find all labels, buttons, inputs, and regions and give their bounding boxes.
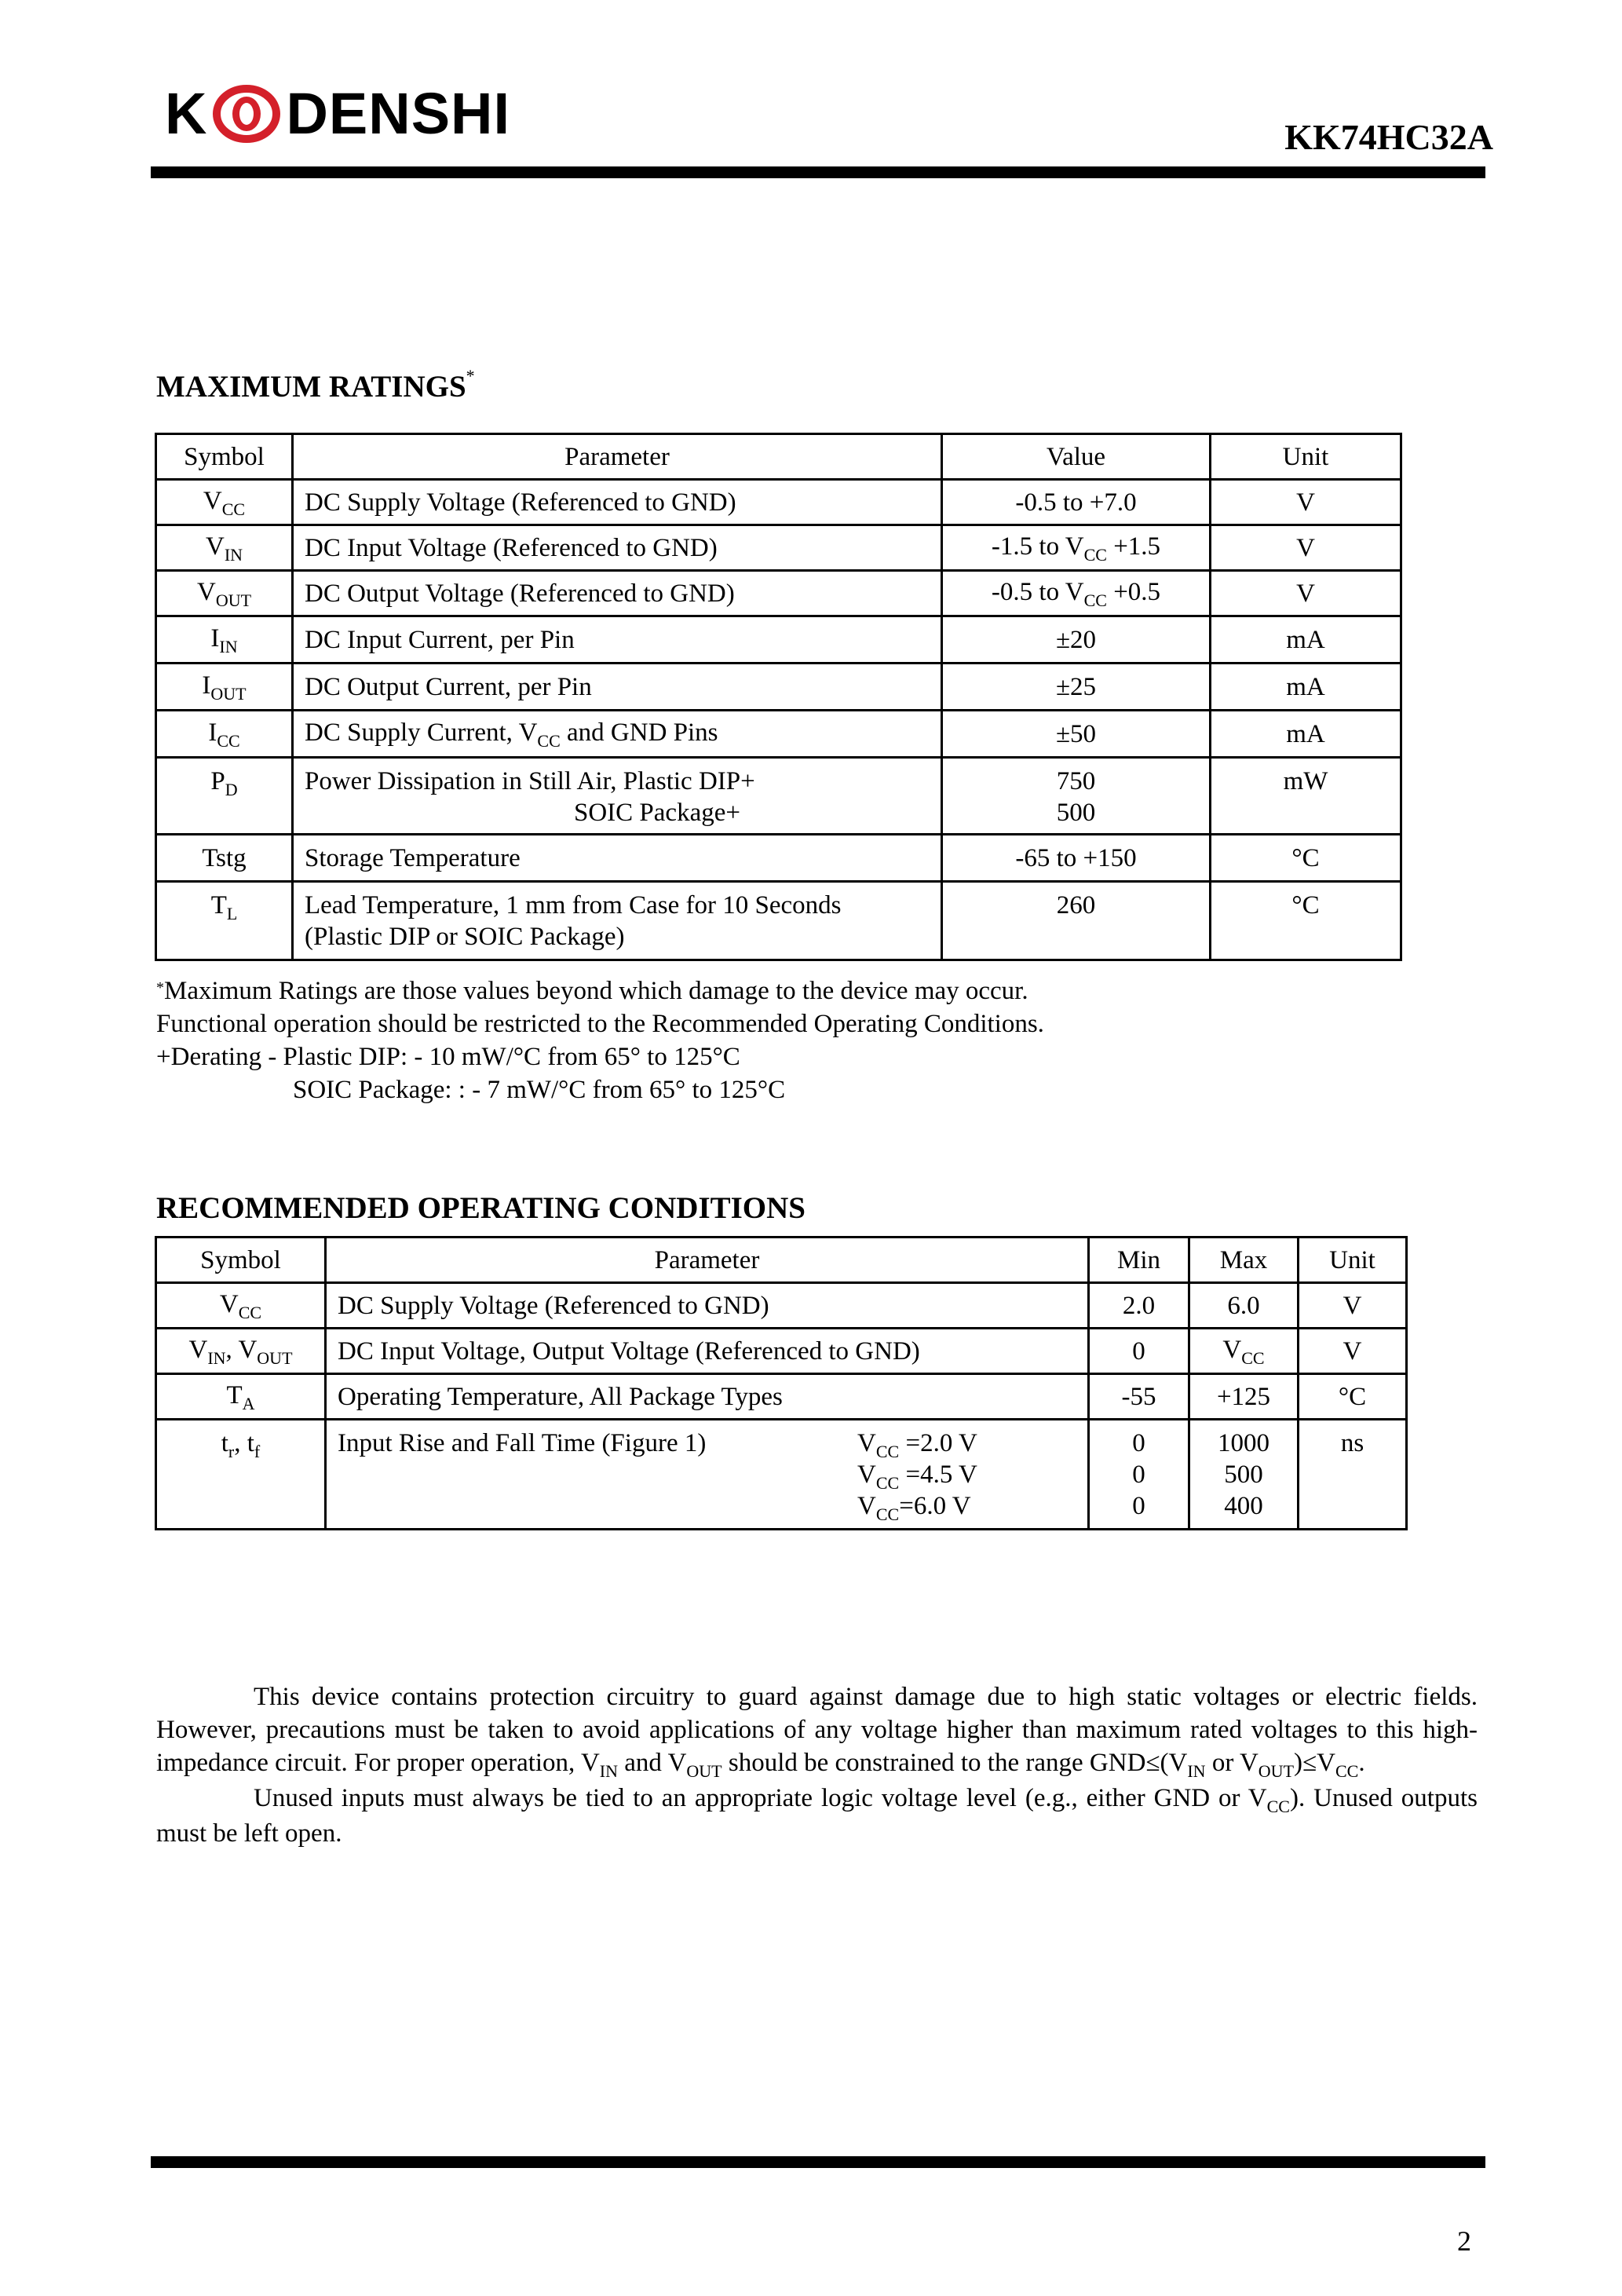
value-cell: 260 xyxy=(942,882,1211,960)
unit-cell: V xyxy=(1299,1329,1407,1374)
paragraph-protection: This device contains protection circuitry to guard against damage due to high static voltages or electric fields. However, precautions must be taken to avoid applications of any voltage higher than maximum rated voltages to this high-impedance circuit. For proper operation, $V_{IN}$ and $V_{OUT}$ should be constrained to the range $GND\le(V_{IN}$ or $V_{OUT})\le V_{CC}$. xyxy=(156,1683,1478,1781)
min-cell: -55 xyxy=(1089,1374,1189,1420)
parameter-cell: Lead Temperature, 1 mm from Case for 10 Seconds (Plastic DIP or SOIC Package) xyxy=(293,882,942,960)
max-ratings-table xyxy=(155,433,1402,961)
symbol-cell: Tstg xyxy=(156,835,293,882)
paragraph-unused-inputs: Unused inputs must always be tied to an appropriate logic voltage level (e.g., either GND or $V_{CC}$). Unused outputs must be left open. xyxy=(156,1784,1478,1848)
col-header-symbol: Symbol xyxy=(156,1238,326,1283)
header-rule xyxy=(151,166,1485,178)
logo-ring-icon xyxy=(210,82,283,145)
max-cell: $V_{CC}$ xyxy=(1189,1329,1299,1374)
unit-cell: V xyxy=(1211,525,1401,571)
unit-cell: ns xyxy=(1299,1420,1407,1530)
parameter-cell: DC Input Voltage, Output Voltage (Referenced to GND) xyxy=(326,1329,1089,1374)
parameter-cell: Power Dissipation in Still Air, Plastic DIP+ SOIC Package+ xyxy=(293,758,942,835)
unit-cell: mA xyxy=(1211,711,1401,758)
min-cell: 0 xyxy=(1089,1329,1189,1374)
unit-cell: V xyxy=(1211,571,1401,616)
symbol-cell: $I_{IN}$ xyxy=(156,616,293,664)
symbol-cell: $I_{CC}$ xyxy=(156,711,293,758)
table-header-row xyxy=(156,1238,1407,1283)
condition-vcc-4-5: $V_{CC} =4.5$ V xyxy=(857,1461,977,1493)
value-cell: ±50 xyxy=(942,711,1211,758)
rec-conditions-title: RECOMMENDED OPERATING CONDITIONS xyxy=(156,1191,806,1225)
symbol-cell: $V_{IN}$, $V_{OUT}$ xyxy=(156,1329,326,1374)
table-row xyxy=(156,835,1401,882)
unit-cell: mA xyxy=(1211,664,1401,711)
parameter-cell: DC Input Voltage (Referenced to GND) xyxy=(293,525,942,571)
symbol-cell: $T_L$ xyxy=(156,882,293,960)
table-row xyxy=(156,1329,1407,1374)
value-cell: -0.5 to +7.0 xyxy=(942,480,1211,525)
table-row xyxy=(156,758,1401,835)
col-header-unit: Unit xyxy=(1211,434,1401,480)
rec-conditions-table xyxy=(155,1236,1408,1530)
table-row xyxy=(156,480,1401,525)
col-header-parameter: Parameter xyxy=(293,434,942,480)
col-header-symbol: Symbol xyxy=(156,434,293,480)
col-header-parameter: Parameter xyxy=(326,1238,1089,1283)
max-cell: 6.0 xyxy=(1189,1283,1299,1329)
value-cell: -1.5 to $V_{CC} +1.5$ xyxy=(942,525,1211,571)
symbol-cell: $V_{OUT}$ xyxy=(156,571,293,616)
unit-cell: °C xyxy=(1211,835,1401,882)
symbol-cell: $I_{OUT}$ xyxy=(156,664,293,711)
table-row xyxy=(156,1283,1407,1329)
brand-logo xyxy=(165,82,510,145)
parameter-cell: DC Output Voltage (Referenced to GND) xyxy=(293,571,942,616)
condition-vcc-2: $V_{CC} =2.0$ V xyxy=(857,1429,977,1461)
min-cell: 2.0 xyxy=(1089,1283,1189,1329)
max-ratings-notes xyxy=(156,974,1044,1106)
unit-cell: V xyxy=(1211,480,1401,525)
brand-text-denshi: DENSHI xyxy=(286,81,511,146)
note-line: +Derating - Plastic DIP: - 10 mW/°C from 65° to 125°C xyxy=(156,1043,740,1071)
unit-cell: °C xyxy=(1211,882,1401,960)
unit-cell: mA xyxy=(1211,616,1401,664)
parameter-cell: DC Supply Voltage (Referenced to GND) xyxy=(293,480,942,525)
parameter-cell: Input Rise and Fall Time (Figure 1) $V_{CC} =2.0$ V $V_{CC} =4.5$ V $V_{CC}=6.0$ V xyxy=(326,1420,1089,1530)
note-line: Functional operation should be restricted to the Recommended Operating Conditions. xyxy=(156,1010,1044,1038)
value-cell: -0.5 to $V_{CC} +0.5$ xyxy=(942,571,1211,616)
parameter-cell: DC Supply Voltage (Referenced to GND) xyxy=(326,1283,1089,1329)
symbol-cell: $T_A$ xyxy=(156,1374,326,1420)
note-line: SOIC Package: : - 7 mW/°C from 65° to 125°C xyxy=(293,1076,786,1104)
value-cell: ±20 xyxy=(942,616,1211,664)
table-row xyxy=(156,525,1401,571)
symbol-cell: $V_{CC}$ xyxy=(156,1283,326,1329)
col-header-unit: Unit xyxy=(1299,1238,1407,1283)
min-cell: 0 0 0 xyxy=(1089,1420,1189,1530)
value-cell: ±25 xyxy=(942,664,1211,711)
col-header-min: Min xyxy=(1089,1238,1189,1283)
table-row xyxy=(156,882,1401,960)
unit-cell: °C xyxy=(1299,1374,1407,1420)
unit-cell: mW xyxy=(1211,758,1401,835)
parameter-cell: DC Supply Current, $V_{CC}$ and GND Pins xyxy=(293,711,942,758)
table-row xyxy=(156,1374,1407,1420)
max-ratings-title: MAXIMUM RATINGS* xyxy=(156,366,475,404)
table-row xyxy=(156,616,1401,664)
table-row xyxy=(156,711,1401,758)
parameter-cell: DC Output Current, per Pin xyxy=(293,664,942,711)
value-cell: 750 500 xyxy=(942,758,1211,835)
table-row xyxy=(156,1420,1407,1530)
col-header-value: Value xyxy=(942,434,1211,480)
symbol-cell: $V_{IN}$ xyxy=(156,525,293,571)
page-number: 2 xyxy=(1457,2225,1471,2257)
document-number: KK74HC32A xyxy=(1284,117,1493,157)
max-cell: 1000 500 400 xyxy=(1189,1420,1299,1530)
symbol-cell: $t_r$, $t_f$ xyxy=(156,1420,326,1530)
note-line: *Maximum Ratings are those values beyond which damage to the device may occur. xyxy=(156,977,1028,1005)
table-header-row xyxy=(156,434,1401,480)
table-row xyxy=(156,571,1401,616)
col-header-max: Max xyxy=(1189,1238,1299,1283)
footer-rule xyxy=(151,2156,1485,2168)
parameter-cell: Operating Temperature, All Package Types xyxy=(326,1374,1089,1420)
table-row xyxy=(156,664,1401,711)
symbol-cell: $V_{CC}$ xyxy=(156,480,293,525)
condition-vcc-6: $V_{CC}=6.0$ V xyxy=(857,1492,971,1524)
unit-cell: V xyxy=(1299,1283,1407,1329)
brand-text-k: K xyxy=(165,81,208,146)
value-cell: -65 to +150 xyxy=(942,835,1211,882)
symbol-cell: $P_D$ xyxy=(156,758,293,835)
protection-notes xyxy=(156,1680,1478,1850)
parameter-cell: Storage Temperature xyxy=(293,835,942,882)
parameter-cell: DC Input Current, per Pin xyxy=(293,616,942,664)
max-cell: +125 xyxy=(1189,1374,1299,1420)
